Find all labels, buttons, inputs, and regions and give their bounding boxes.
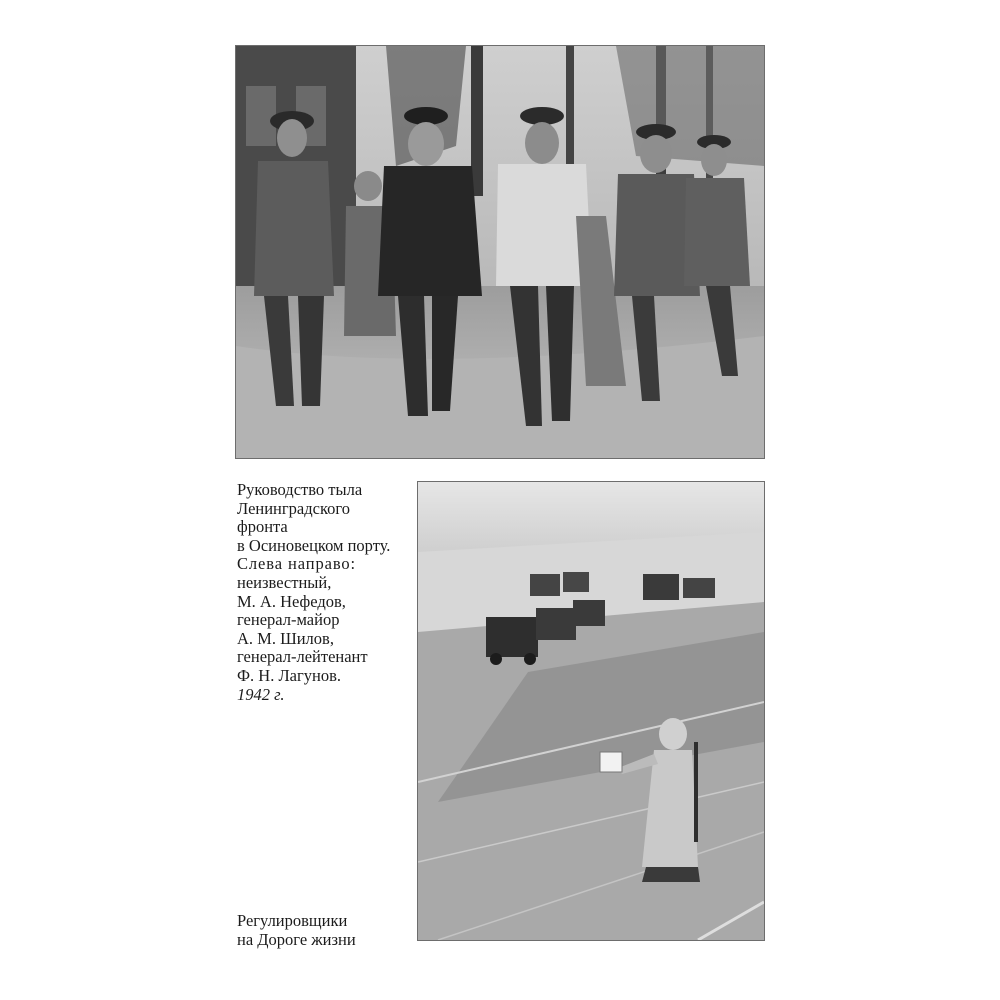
caption-line: Слева направо: xyxy=(237,554,357,574)
caption-date: 1942 г. xyxy=(237,684,285,704)
caption-line: Ленинградского xyxy=(237,498,350,518)
traffic-controller-photo-drawing xyxy=(418,482,764,940)
traffic-controller-photo xyxy=(418,482,764,940)
leadership-photo-drawing xyxy=(236,46,764,458)
caption-line: фронта xyxy=(237,517,288,537)
leadership-photo xyxy=(236,46,764,458)
caption-line: М. А. Нефедов, xyxy=(237,591,346,611)
caption-line: Руководство тыла xyxy=(237,480,363,499)
caption-line: неизвестный, xyxy=(237,572,332,592)
caption-line: генерал-майор xyxy=(237,610,340,630)
caption-traffic-controllers xyxy=(237,912,412,949)
caption-line: Регулировщики xyxy=(237,911,348,930)
caption-line: в Осиновецком порту. xyxy=(237,535,391,555)
caption-line: генерал-лейтенант xyxy=(237,647,368,667)
caption-line: Ф. Н. Лагунов. xyxy=(237,665,341,685)
caption-line: А. М. Шилов, xyxy=(237,628,334,648)
caption-line: на Дороге жизни xyxy=(237,929,356,949)
caption-leadership xyxy=(237,481,412,704)
